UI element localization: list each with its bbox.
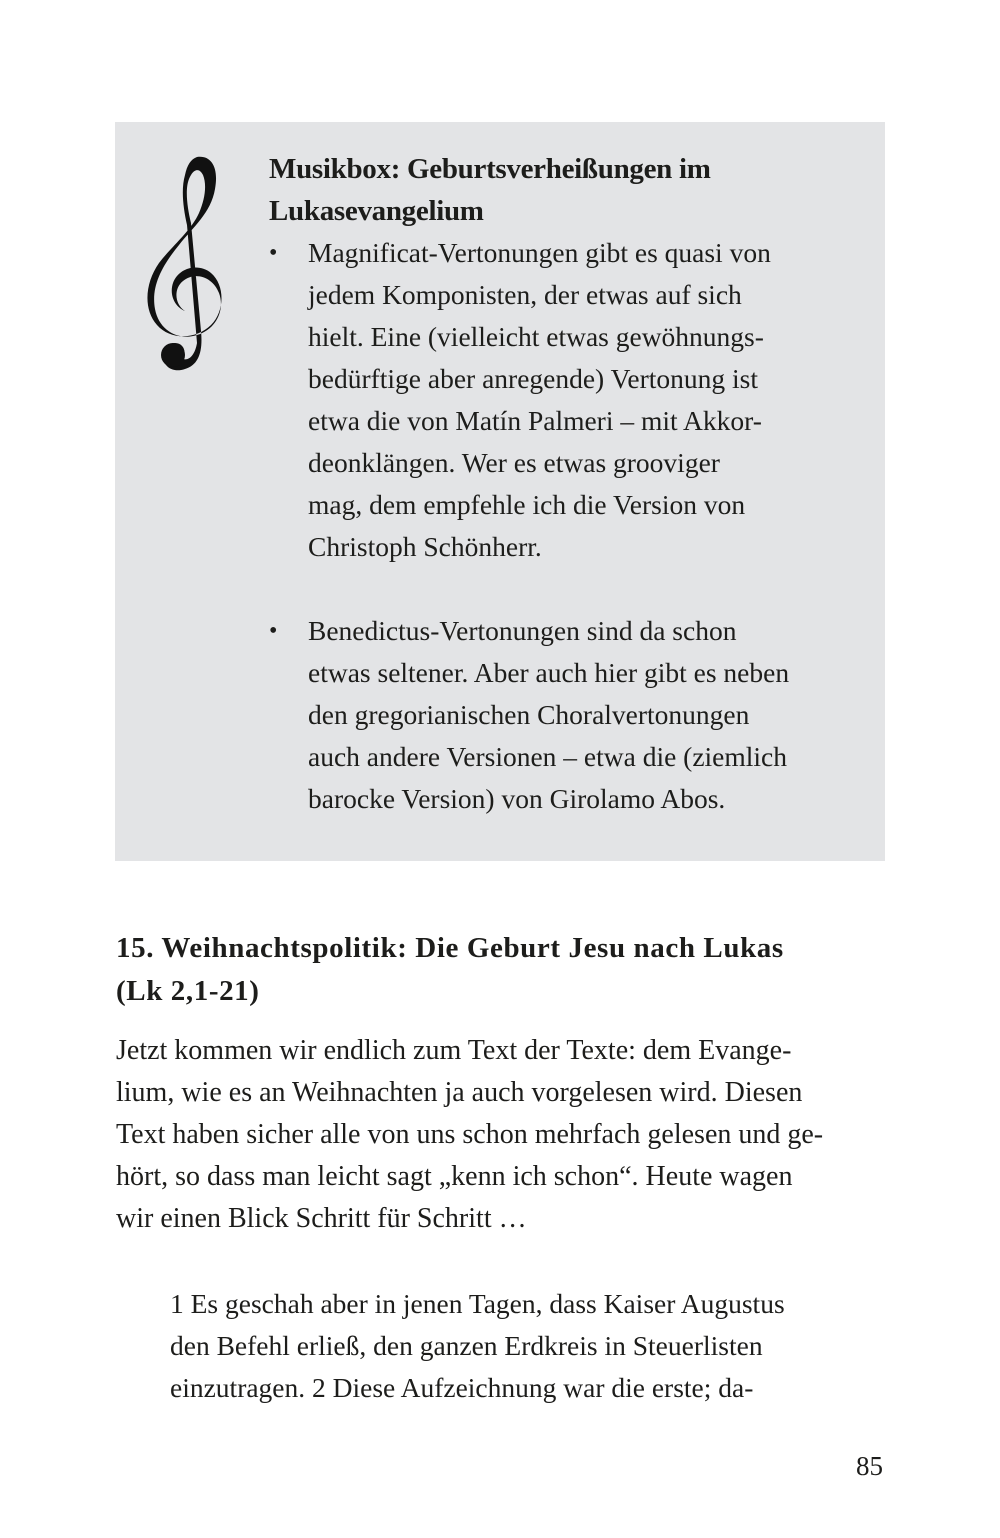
text-line: etwa die von Matín Palmeri – mit Akkor- <box>308 405 762 436</box>
list-item <box>269 610 869 820</box>
bible-quote <box>170 1283 832 1409</box>
text-line: barocke Version) von Girolamo Abos. <box>308 783 726 814</box>
text-line: mag, dem empfehle ich die Version von <box>308 489 746 520</box>
heading-line: (Lk 2,1-21) <box>116 975 260 1007</box>
paragraph-line: wir einen Blick Schritt für Schritt … <box>116 1203 527 1234</box>
bullet-icon: • <box>269 618 278 644</box>
quote-line: einzutragen. 2 Diese Aufzeichnung war die erste; da- <box>170 1372 754 1403</box>
quote-line: 1 Es geschah aber in jenen Tagen, dass Kaiser Augustus <box>170 1288 785 1319</box>
bullet-icon: • <box>269 240 278 266</box>
text-line: deonklängen. Wer es etwas grooviger <box>308 447 720 478</box>
quote-line: den Befehl erließ, den ganzen Erdkreis in Steuerlisten <box>170 1330 763 1361</box>
text-line: Christoph Schönherr. <box>308 531 542 562</box>
title-line: Lukasevangelium <box>269 195 484 227</box>
musikbox <box>115 122 885 861</box>
text-line: Magnificat-Vertonungen gibt es quasi von <box>308 237 771 268</box>
musikbox-title <box>269 148 859 232</box>
section-heading <box>116 927 886 1013</box>
list-item <box>269 232 869 568</box>
text-line: jedem Komponisten, der etwas auf sich <box>308 279 742 310</box>
text-line: bedürftige aber anregende) Vertonung ist <box>308 363 759 394</box>
text-line: etwas seltener. Aber auch hier gibt es neben <box>308 657 790 688</box>
text-line: den gregorianischen Choralvertonungen <box>308 699 750 730</box>
paragraph-line: Jetzt kommen wir endlich zum Text der Texte: dem Evange- <box>116 1035 792 1066</box>
title-line: Musikbox: Geburtsverheißungen im <box>269 153 711 185</box>
heading-line: 15. Weihnachtspolitik: Die Geburt Jesu nach Lukas <box>116 932 784 964</box>
text-line: hielt. Eine (vielleicht etwas gewöhnungs- <box>308 321 764 352</box>
text-line: Benedictus-Vertonungen sind da schon <box>308 615 737 646</box>
intro-paragraph <box>116 1030 886 1240</box>
paragraph-line: lium, wie es an Weihnachten ja auch vorgelesen wird. Diesen <box>116 1077 803 1108</box>
paragraph-line: Text haben sicher alle von uns schon mehrfach gelesen und ge- <box>116 1119 824 1150</box>
paragraph-line: hört, so dass man leicht sagt „kenn ich schon“. Heute wagen <box>116 1161 793 1192</box>
text-line: auch andere Versionen – etwa die (ziemlich <box>308 741 788 772</box>
page-number: 85 <box>856 1451 883 1481</box>
treble-clef-icon <box>145 155 235 375</box>
musikbox-list <box>269 232 869 820</box>
